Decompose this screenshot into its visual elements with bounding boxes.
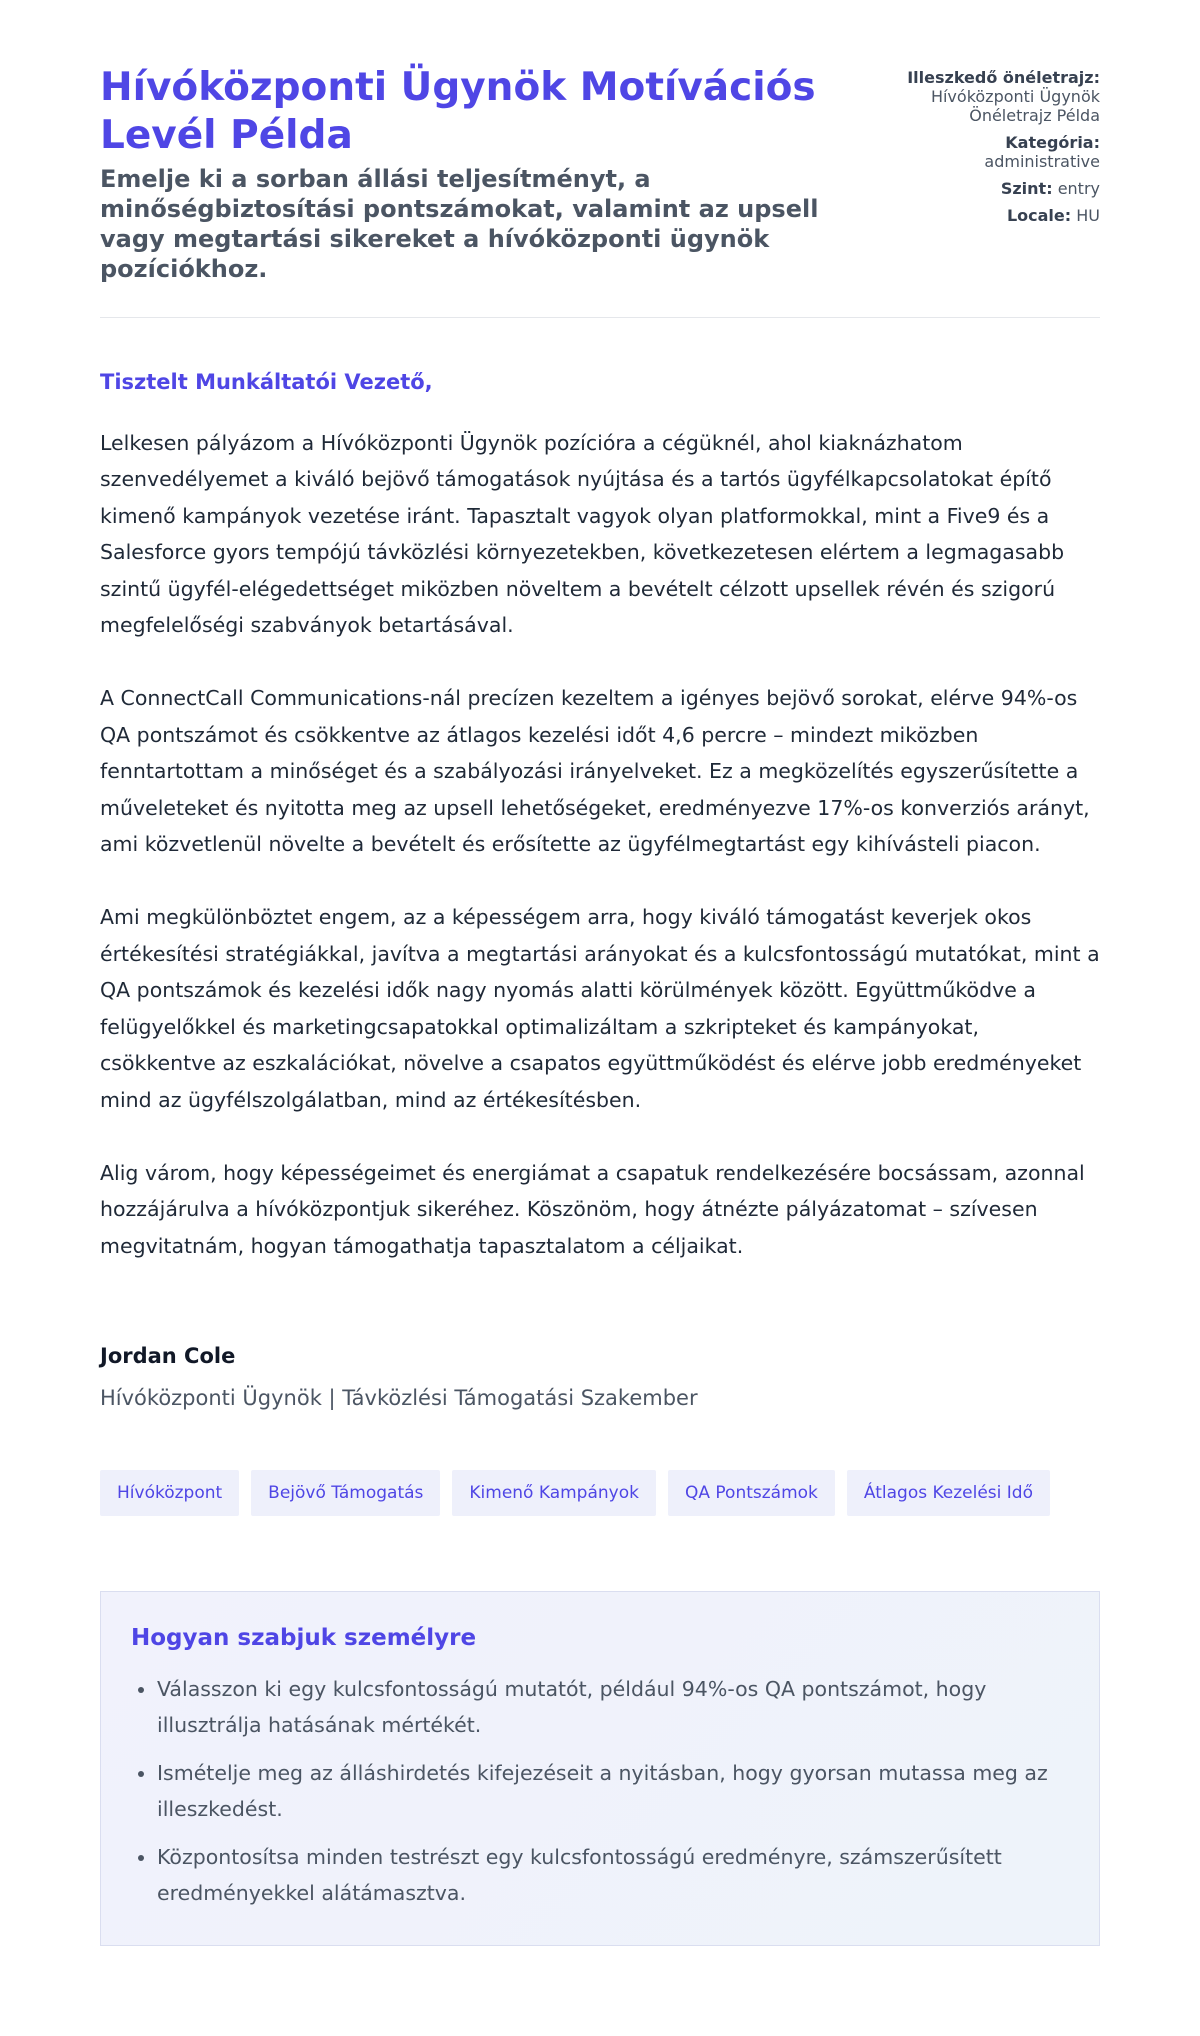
meta-category <box>900 133 1100 171</box>
tag-qa-scores: QA Pontszámok <box>668 1470 835 1516</box>
meta-matching-resume <box>900 68 1100 125</box>
signature-name: Jordan Cole <box>100 1344 236 1369</box>
page-subtitle: Emelje ki a sorban állási teljesítményt, a minőségbiztosítási pontszámokat, valamint az upsell vagy megtartási sikereket a hívóközponti ügynök pozíciókhoz. <box>100 165 819 283</box>
meta-level <box>900 179 1100 198</box>
letter-greeting: Tisztelt Munkáltatói Vezető, <box>100 370 433 394</box>
meta-matching-resume-label: Illeszkedő önéletrajz: <box>907 68 1100 87</box>
tips-title: Hogyan szabjuk személyre <box>131 1625 477 1652</box>
page-header <box>100 64 1100 318</box>
meta-locale-label: Locale: <box>1006 206 1072 225</box>
tag-list <box>100 1470 1100 1516</box>
header-titles <box>100 64 870 284</box>
letter-paragraph-3: Ami megkülönböztet engem, az a képességem arra, hogy kiváló támogatást keverjek okos értékesítési stratégiákkal, javítva a megtartási arányokat és a kulcsfontosságú mutatókat, mint a QA pontszámok és kezelési idők nagy nyomás alatti körülmények között. Együttműködve a felügyelőkkel és marketingcsapatokkal optimalizáltam a szkripteket és kampányokat, csökkentve az eszkalációkat, növelve a csapatos együttműködést és elérve jobb eredményeket mind az ügyfélszolgálatban, mind az értékesítésben. <box>100 905 1100 1112</box>
page <box>100 0 1100 1946</box>
tag-inbound-support: Bejövő Támogatás <box>251 1470 440 1516</box>
meta-panel <box>900 68 1100 233</box>
meta-level-value: entry <box>1057 179 1100 198</box>
meta-level-label: Szint: <box>1000 179 1053 198</box>
tip-item-2: • Ismételje meg az álláshirdetés kifejezéseit a nyitásban, hogy gyorsan mutassa meg az illeszkedést. <box>157 1755 1069 1827</box>
letter-paragraph-4: Alig várom, hogy képességeimet és energiámat a csapatuk rendelkezésére bocsássam, azonnal hozzájárulva a hívóközpontjuk sikeréhez. Köszönöm, hogy átnézte pályázatomat – szívesen megvitatnám, hogyan támogathatja tapasztalatom a céljaikat. <box>100 1160 1085 1258</box>
letter-body <box>100 368 1100 1412</box>
tip-item-1: • Válasszon ki egy kulcsfontosságú mutatót, például 94%-os QA pontszámot, hogy illusztrálja hatásának mértékét. <box>157 1671 1069 1743</box>
meta-category-label: Kategória: <box>1005 133 1100 152</box>
meta-matching-resume-value: Hívóközponti Ügynök Önéletrajz Példa <box>930 87 1100 125</box>
tag-outbound-campaigns: Kimenő Kampányok <box>452 1470 656 1516</box>
meta-locale <box>900 206 1100 225</box>
customization-tips-box <box>100 1591 1100 1946</box>
letter-paragraph-2: A ConnectCall Communications-nál precízen kezeltem a igényes bejövő sorokat, elérve 94%-os QA pontszámot és csökkentve az átlagos kezelési időt 4,6 percre – mindezt miközben fenntartottam a minőséget és a szabályozási irányelveket. Ez a megközelítés egyszerűsítette a műveleteket és nyitotta meg az upsell lehetőségeket, eredményezve 17%-os konverziós arányt, ami közvetlenül növelte a bevételt és erősítette az ügyfélmegtartást egy kihívásteli piacon. <box>100 686 1090 857</box>
meta-locale-value: HU <box>1076 206 1100 225</box>
meta-category-value: administrative <box>984 152 1100 171</box>
tag-average-handle-time: Átlagos Kezelési Idő <box>847 1470 1050 1516</box>
signature-title: Hívóközponti Ügynök | Távközlési Támogatási Szakember <box>100 1386 698 1411</box>
page-title: Hívóközponti Ügynök Motívációs Levél Példa <box>100 65 816 158</box>
tip-item-3: • Központosítsa minden testrészt egy kulcsfontosságú eredményre, számszerűsített eredményekkel alátámasztva. <box>157 1839 1069 1911</box>
tag-call-center: Hívóközpont <box>100 1470 239 1516</box>
letter-paragraph-1: Lelkesen pályázom a Hívóközponti Ügynök pozícióra a cégüknél, ahol kiaknázhatom szenvedélyemet a kiváló bejövő támogatások nyújtása és a tartós ügyfélkapcsolatokat építő kimenő kampányok vezetése iránt. Tapasztalt vagyok olyan platformokkal, mint a Five9 és a Salesforce gyors tempójú távközlési környezetekben, következetesen elértem a legmagasabb szintű ügyfél-elégedettséget miközben növeltem a bevételt célzott upsellek révén és szigorú megfelelőségi szabványok betartásával. <box>100 431 1065 638</box>
tips-list <box>131 1671 1069 1911</box>
